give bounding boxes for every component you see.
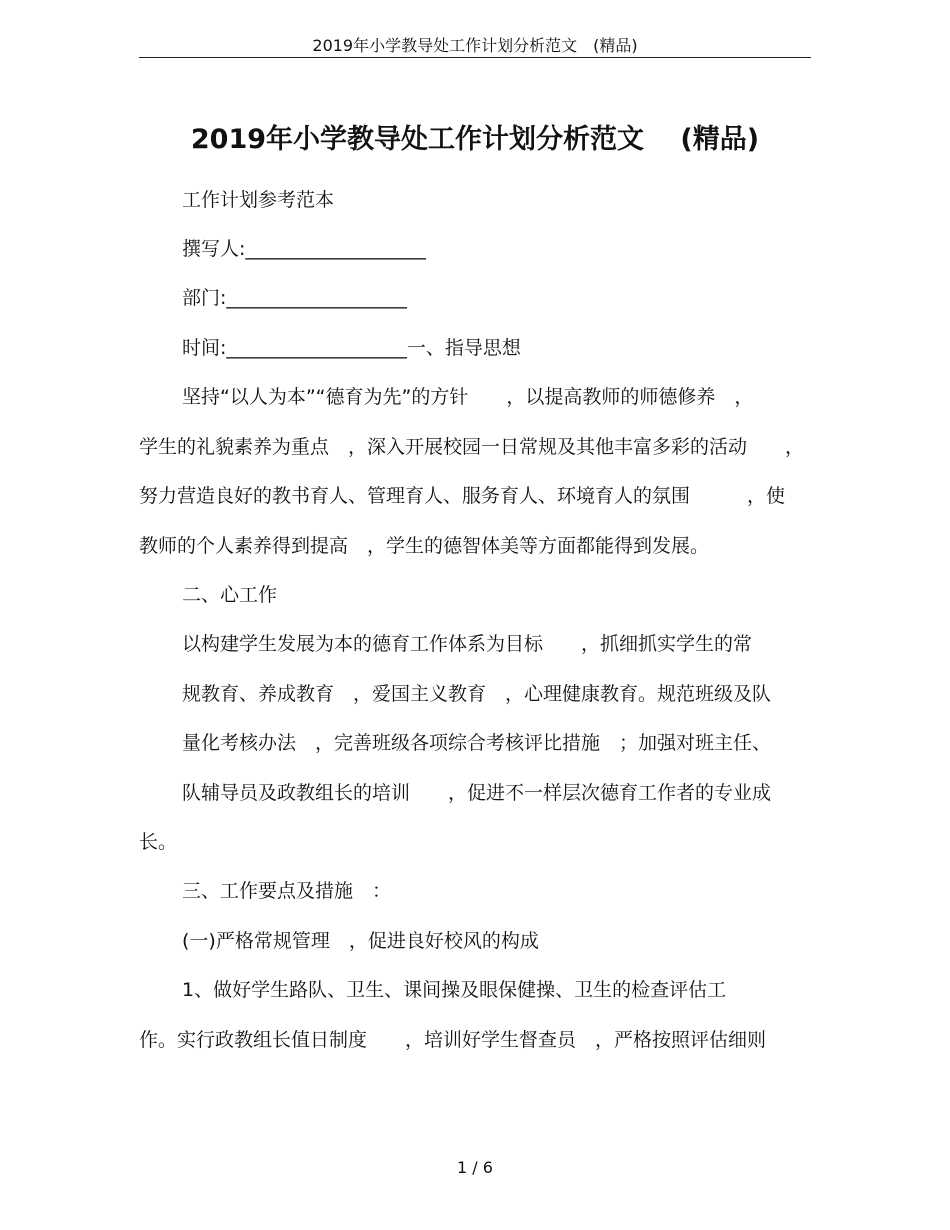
section-heading: 三、工作要点及措施 ： xyxy=(182,880,392,902)
paragraph-line: 学生的礼貌素养为重点 ，深入开展校园一日常规及其他丰富多彩的活动 ， xyxy=(139,436,805,458)
body-line-subtitle: 工作计划参考范本 xyxy=(182,189,335,211)
paragraph-line: 努力营造良好的教书育人、管理育人、服务育人、环境育人的氛围 ，使 xyxy=(139,485,786,507)
paragraph-line: 坚持“以人为本”“德育为先”的方针 ，以提高教师的师德修养 ， xyxy=(182,386,754,408)
paragraph-line: 规教育、养成教育 ，爱国主义教育 ，心理健康教育。规范班级及队 xyxy=(182,683,772,705)
header-rule xyxy=(139,57,811,58)
body-line-department: 部门:___________________ xyxy=(182,287,407,309)
body-line-author: 撰写人:___________________ xyxy=(182,238,426,260)
paragraph-line: 量化考核办法 ，完善班级各项综合考核评比措施 ；加强对班主任、 xyxy=(182,732,772,754)
paragraph-line: 教师的个人素养得到提高 ，学生的德智体美等方面都能得到发展。 xyxy=(139,535,710,557)
page-header: 2019年小学教导处工作计划分析范文 (精品) xyxy=(312,36,638,55)
paragraph-line: 作。实行政教组长值日制度 ，培训好学生督查员 ，严格按照评估细则 xyxy=(139,1029,767,1051)
page-indicator: 1 / 6 xyxy=(457,1158,493,1177)
paragraph-line: 1、做好学生路队、卫生、课间操及眼保健操、卫生的检查评估工 xyxy=(182,979,727,1001)
section-heading: 二、心工作 xyxy=(182,584,278,606)
body-line-time: 时间:___________________一、指导思想 xyxy=(182,337,521,359)
paragraph-line: 长。 xyxy=(139,831,178,853)
document-title: 2019年小学教导处工作计划分析范文 (精品) xyxy=(190,124,760,155)
paragraph-line: 队辅导员及政教组长的培训 ，促进不一样层次德育工作者的专业成 xyxy=(182,782,772,804)
paragraph-line: 以构建学生发展为本的德育工作体系为目标 ，抓细抓实学生的常 xyxy=(182,633,753,655)
subsection-heading: (一)严格常规管理 ，促进良好校风的构成 xyxy=(182,930,539,952)
